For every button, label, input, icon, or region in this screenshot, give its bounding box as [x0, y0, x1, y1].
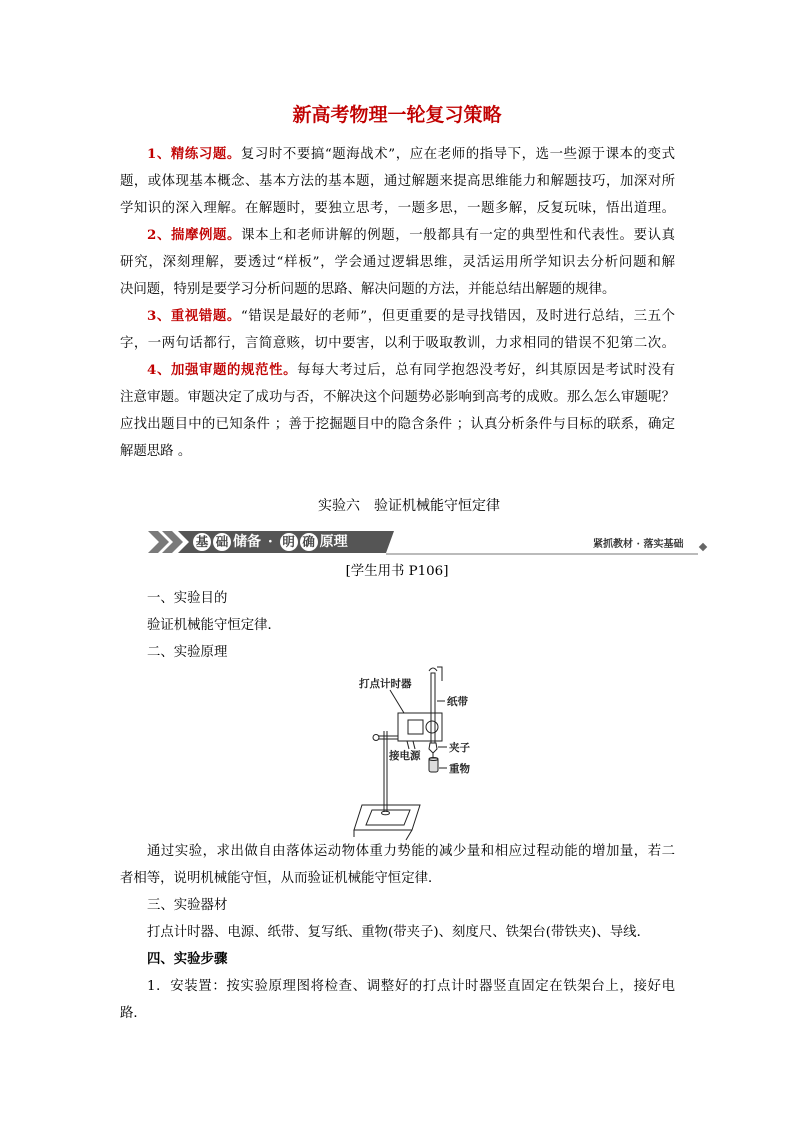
power-wire-1 — [407, 741, 409, 749]
banner-char-3: 明 — [280, 533, 298, 551]
strategy-1-line-1 — [120, 141, 675, 168]
steps-heading: 四、实验步骤 — [147, 951, 228, 967]
stand-base-inner — [366, 810, 410, 825]
strategy-4-line-3: 应找出题目中的已知条件 ；善于挖掘题目中的隐含条件 ；认真分析条件与目标的联系，确定 — [120, 417, 675, 432]
banner-word-2: 原理 — [319, 534, 348, 550]
strategy-3-line-2: 字，一两句话都行，言简意赅，切中要害，以利于吸取教训，力求相同的错误不犯第二次。 — [120, 336, 675, 351]
banner-char-1: 基 — [193, 533, 211, 551]
section-banner — [148, 529, 708, 557]
banner-title — [192, 530, 349, 554]
principle-heading: 二、实验原理 — [147, 645, 228, 660]
strategy-1-line-2: 题，或体现基本概念、基本方法的基本题，通过解题来提高思维能力和解题技巧，加深对所 — [120, 174, 675, 189]
purpose-text: 验证机械能守恒定律． — [147, 618, 281, 633]
tape-holder — [429, 668, 437, 671]
clamp-knob — [373, 735, 379, 741]
power-wire-2 — [413, 741, 415, 749]
strategy-3-line-1 — [120, 303, 675, 330]
equipment-text: 打点计时器、电源、纸带、复写纸、重物(带夹子)、刻度尺、铁架台(带铁夹)、导线． — [147, 925, 650, 940]
page-title: 新高考物理一轮复习策略 — [292, 104, 502, 126]
banner-dot: · — [267, 534, 273, 550]
banner-char-4: 确 — [300, 533, 318, 551]
experiment-intro — [120, 585, 675, 666]
page-reference: [学生用书 P106] — [345, 564, 449, 579]
timer-leader — [390, 690, 404, 713]
equipment-heading: 三、实验器材 — [147, 898, 228, 913]
strategy-1-text: 复习时不要搞“题海战术”，应在老师的指导下，选一些源于课本的变式 — [240, 147, 675, 162]
purpose-heading: 一、实验目的 — [147, 591, 228, 606]
strategy-2-line-2: 研究，深刻理解，要透过“样板”，学会通过逻辑思维，灵活运用所学知识去分析问题和解 — [120, 255, 675, 270]
strategy-section — [120, 141, 675, 465]
strategy-1-label: 1、精练习题。 — [147, 146, 241, 162]
clip-shape — [429, 743, 437, 753]
principle-line-2: 者相等，说明机械能守恒，从而验证机械能守恒定律． — [120, 871, 442, 886]
timer-inner — [408, 720, 423, 734]
banner-diamond-icon — [699, 543, 707, 551]
strategy-4-line-1 — [120, 357, 675, 384]
strategy-2-text: 课本上和老师讲解的例题，一般都具有一定的典型性和代表性。要认真 — [241, 228, 675, 243]
strategy-4-line-2: 注意审题。审题决定了成功与否，不解决这个问题势必影响到高考的成败。那么怎么审题呢？ — [120, 390, 675, 405]
strategy-1-line-3: 学知识的深入理解。在解题时，要独立思考，一题多思，一题多解，反复玩味，悟出道理。 — [120, 201, 675, 216]
steps-line-1: 1．安装置：按实验原理图将检查、调整好的打点计时器竖直固定在铁架台上，接好电 — [147, 979, 675, 994]
steps-line-2: 路． — [120, 1006, 147, 1021]
timer-dial — [426, 721, 438, 733]
strategy-3-text: “错误是最好的老师”，但更重要的是寻找错因，及时进行总结，三五个 — [240, 309, 675, 324]
label-weight: 重物 — [449, 763, 470, 775]
banner-char-2: 础 — [213, 533, 231, 551]
apparatus-figure — [345, 665, 480, 843]
strategy-4-line-4: 解题思路 。 — [120, 444, 192, 459]
strategy-4-label: 4、加强审题的规范性。 — [147, 362, 298, 378]
tape-hand — [437, 667, 442, 681]
experiment-body — [120, 838, 675, 1027]
strategy-4-text: 每每大考过后，总有同学抱怨没考好，纠其原因是考试时没有 — [297, 363, 676, 378]
strategy-3-label: 3、重视错题。 — [147, 308, 241, 324]
label-power: 接电源 — [389, 750, 421, 762]
banner-word-1: 储备 — [233, 534, 261, 550]
label-clip: 夹子 — [449, 742, 470, 754]
principle-line-1: 通过实验，求出做自由落体运动物体重力势能的减少量和相应过程动能的增加量，若二 — [147, 844, 675, 859]
experiment-title: 实验六 验证机械能守恒定律 — [318, 498, 500, 514]
banner-tagline: 紧抓教材 · 落实基础 — [593, 539, 684, 550]
label-timer: 打点计时器 — [359, 678, 412, 690]
strategy-2-line-1 — [120, 222, 675, 249]
strategy-2-label: 2、揣摩例题。 — [147, 227, 242, 243]
rod-foot — [382, 811, 390, 815]
label-tape: 纸带 — [447, 696, 468, 708]
strategy-2-line-3: 决问题，特别是要学习分析问题的思路、解决问题的方法，并能总结出解题的规律。 — [120, 282, 616, 297]
